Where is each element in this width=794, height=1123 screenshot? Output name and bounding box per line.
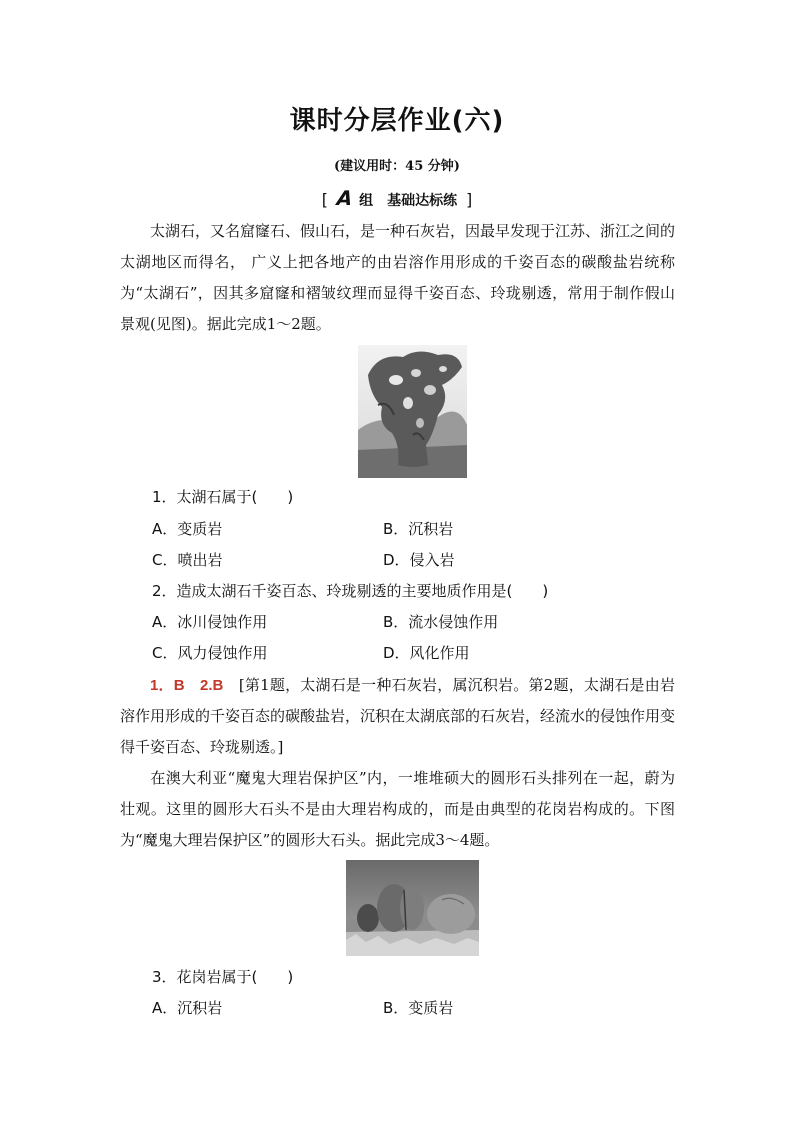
intro-2-text: 在澳大利亚“魔鬼大理岩保护区”内，一堆堆硕大的圆形石头排列在一起，蔚为壮观。这里的圆形大石头不是由大理岩构成的，而是由典型的花岗岩构成的。下图为“魔鬼大理岩保护区”的圆形大石头。据此完成3～4题。	[120, 769, 675, 849]
question-1: 1．太湖石属于( )	[152, 488, 294, 506]
group-heading	[0, 186, 794, 210]
bracket-close: ]	[466, 190, 473, 209]
group-letter: A	[335, 186, 354, 210]
question-3: 3．花岗岩属于( )	[152, 968, 294, 986]
granite-boulders-photo	[346, 860, 479, 956]
q3-option-a: A．沉积岩	[152, 999, 223, 1017]
intro-1-text: 太湖石，又名窟窿石、假山石，是一种石灰岩，因最早发现于江苏、浙江之间的太湖地区而得名， 广义上把各地产的由岩溶作用形成的千姿百态的碳酸盐岩统称为“太湖石”，因其多窟窿和褶皱纹理而显得千姿百态、玲珑剔透，常用于制作假山景观(见图)。据此完成1～2题。	[120, 222, 676, 333]
question-2: 2．造成太湖石千姿百态、玲珑剔透的主要地质作用是( )	[152, 582, 549, 600]
q3-option-b: B．变质岩	[383, 999, 454, 1017]
q1-option-c: C．喷出岩	[152, 551, 223, 569]
answer-key-1: 1．B 2.B	[150, 677, 224, 694]
suggested-time: (建议用时：45 分钟)	[334, 159, 460, 174]
intro-paragraph-1	[120, 216, 675, 340]
q2-option-b: B．流水侵蚀作用	[383, 613, 499, 631]
page-title: 课时分层作业(六)	[289, 106, 505, 136]
answer-text-1: [第1题，太湖石是一种石灰岩，属沉积岩。第2题，太湖石是由岩溶作用形成的千姿百态的碳酸盐岩，沉积在太湖底部的石灰岩，经流水的侵蚀作用变得千姿百态、玲珑剔透。]	[120, 676, 676, 756]
q1-option-d: D．侵入岩	[383, 551, 455, 569]
intro-paragraph-2	[120, 763, 675, 856]
q2-option-c: C．风力侵蚀作用	[152, 644, 268, 662]
group-label: 组 基础达标练	[359, 193, 458, 209]
q1-option-a: A．变质岩	[152, 520, 223, 538]
q2-option-a: A．冰川侵蚀作用	[152, 613, 268, 631]
taihu-stone-photo	[358, 345, 467, 478]
q2-option-d: D．风化作用	[383, 644, 470, 662]
bracket-open: [	[321, 190, 328, 209]
answer-explanation-1	[120, 670, 675, 763]
q1-option-b: B．沉积岩	[383, 520, 454, 538]
